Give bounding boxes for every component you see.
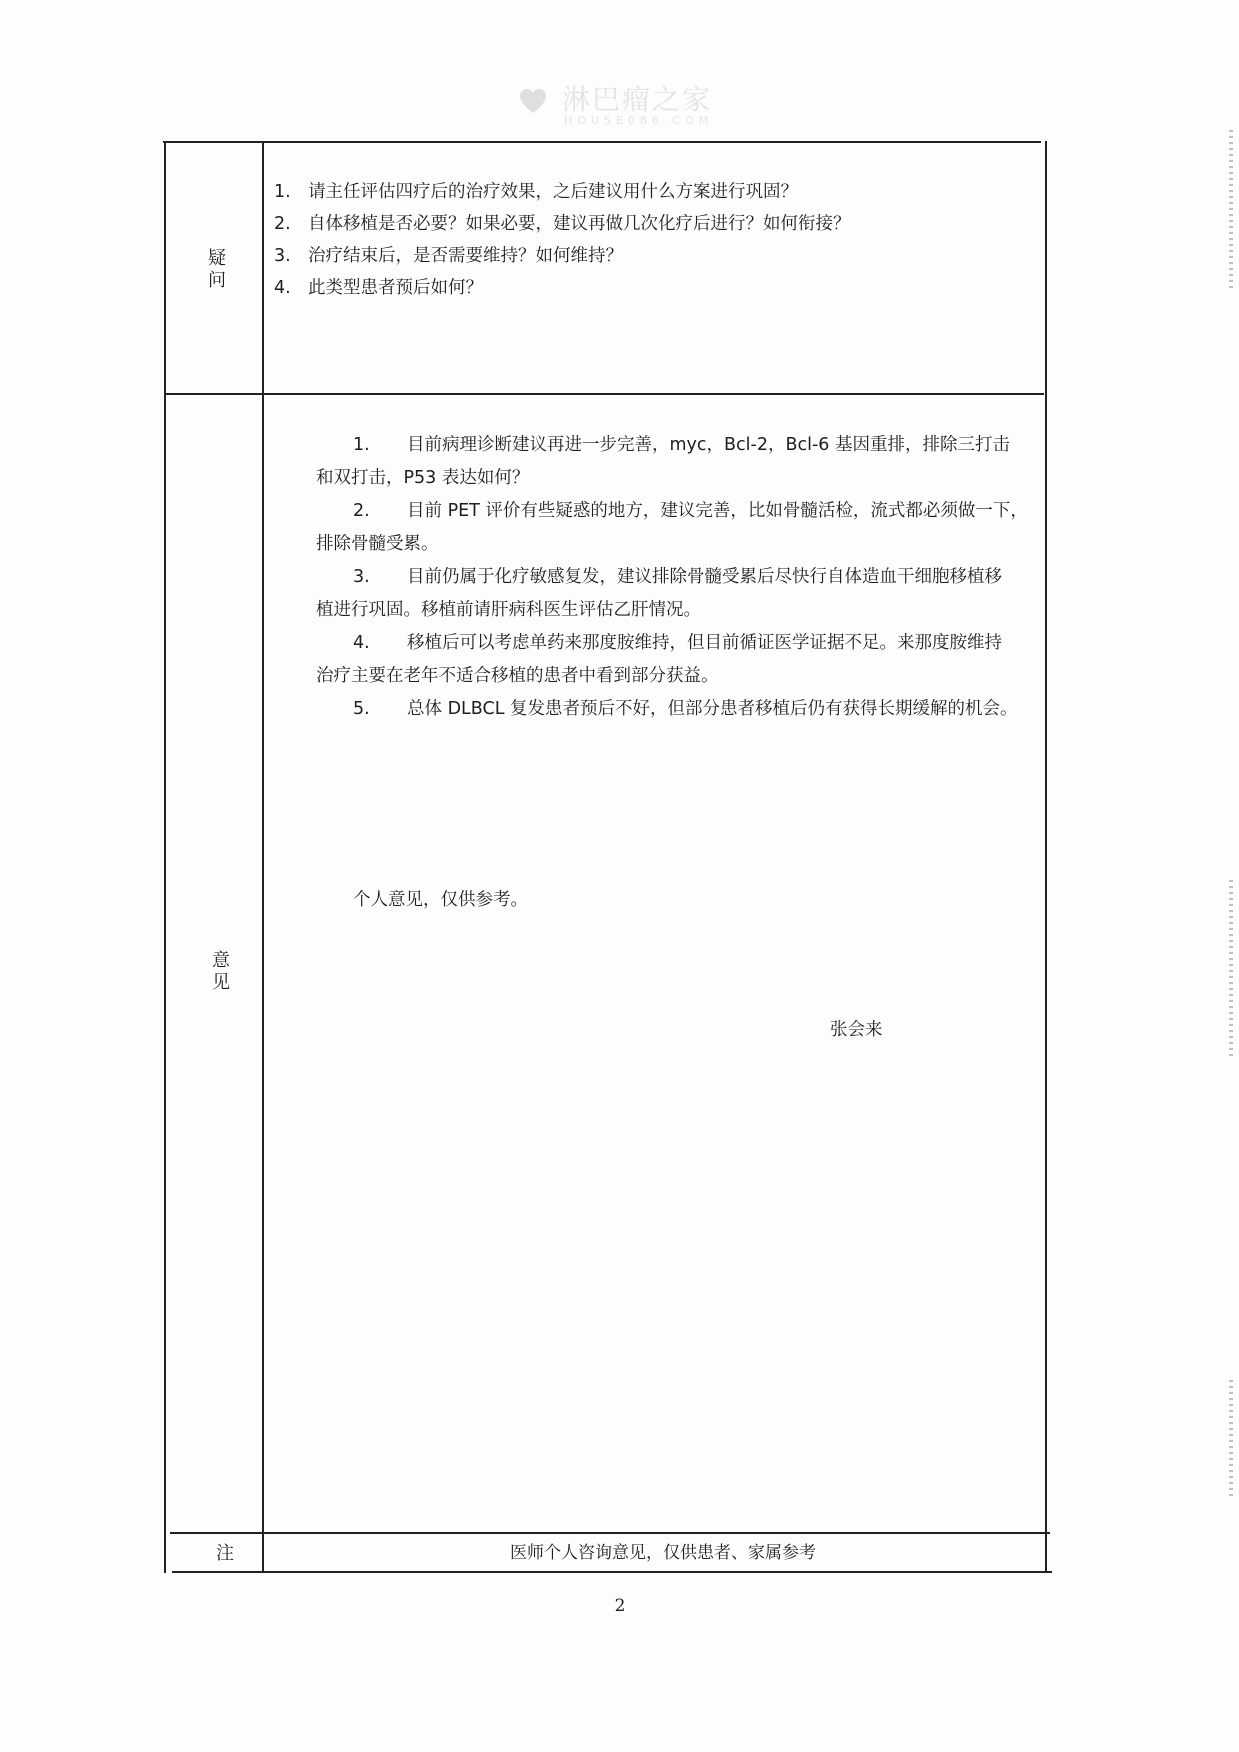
heart-icon <box>518 86 548 116</box>
watermark-logo <box>518 76 728 132</box>
list-item: 1. 请主任评估四疗后的治疗效果，之后建议用什么方案进行巩固？ <box>274 182 798 202</box>
questions-label: 疑问 <box>208 248 226 291</box>
table-top-border <box>163 141 1041 143</box>
list-item-continuation: 排除骨髓受累。 <box>316 534 439 554</box>
table-row-divider-2 <box>170 1532 1050 1534</box>
list-item-continuation: 治疗主要在老年不适合移植的患者中看到部分获益。 <box>316 666 719 686</box>
opinion-label: 意见 <box>212 950 230 993</box>
table-bottom-border <box>172 1571 1052 1573</box>
watermark-title: 淋巴瘤之家 <box>562 83 713 116</box>
list-item: 4. 此类型患者预后如何？ <box>274 278 483 298</box>
scan-edge-artifact <box>1229 1380 1233 1500</box>
list-item: 3. 目前仍属于化疗敏感复发，建议排除骨髓受累后尽快行自体造血干细胞移植移 <box>353 567 1002 587</box>
table-left-border <box>164 141 166 1573</box>
table-label-divider <box>262 141 264 1573</box>
list-item: 2. 目前 PET 评价有些疑惑的地方，建议完善，比如骨髓活检，流式都必须做一下， <box>353 501 1028 521</box>
questions-list <box>274 176 1034 304</box>
personal-opinion-note: 个人意见，仅供参考。 <box>353 890 528 910</box>
list-item: 2. 自体移植是否必要？如果必要，建议再做几次化疗后进行？如何衔接？ <box>274 214 851 234</box>
list-item: 5. 总体 DLBCL 复发患者预后不好，但部分患者移植后仍有获得长期缓解的机会。 <box>353 699 1018 719</box>
scan-edge-artifact <box>1229 880 1233 1060</box>
watermark-subtitle: HOUSE086.COM <box>564 114 714 127</box>
list-item: 4. 移植后可以考虑单药来那度胺维持，但目前循证医学证据不足。来那度胺维持 <box>353 633 1002 653</box>
footer-label: 注 <box>216 1543 234 1564</box>
list-item: 1. 目前病理诊断建议再进一步完善，myc，Bcl-2，Bcl-6 基因重排，排除三打击 <box>353 435 1010 455</box>
list-item-continuation: 和双打击，P53 表达如何？ <box>316 468 530 488</box>
footer-note: 医师个人咨询意见，仅供患者、家属参考 <box>510 1543 816 1563</box>
table-right-border <box>1045 141 1047 1573</box>
list-item: 3. 治疗结束后，是否需要维持？如何维持？ <box>274 246 623 266</box>
list-item-continuation: 植进行巩固。移植前请肝病科医生评估乙肝情况。 <box>316 600 701 620</box>
table-row-divider-1 <box>166 393 1044 395</box>
doctor-signature: 张会来 <box>830 1020 883 1040</box>
scan-edge-artifact <box>1229 130 1233 290</box>
page-number: 2 <box>614 1596 626 1616</box>
